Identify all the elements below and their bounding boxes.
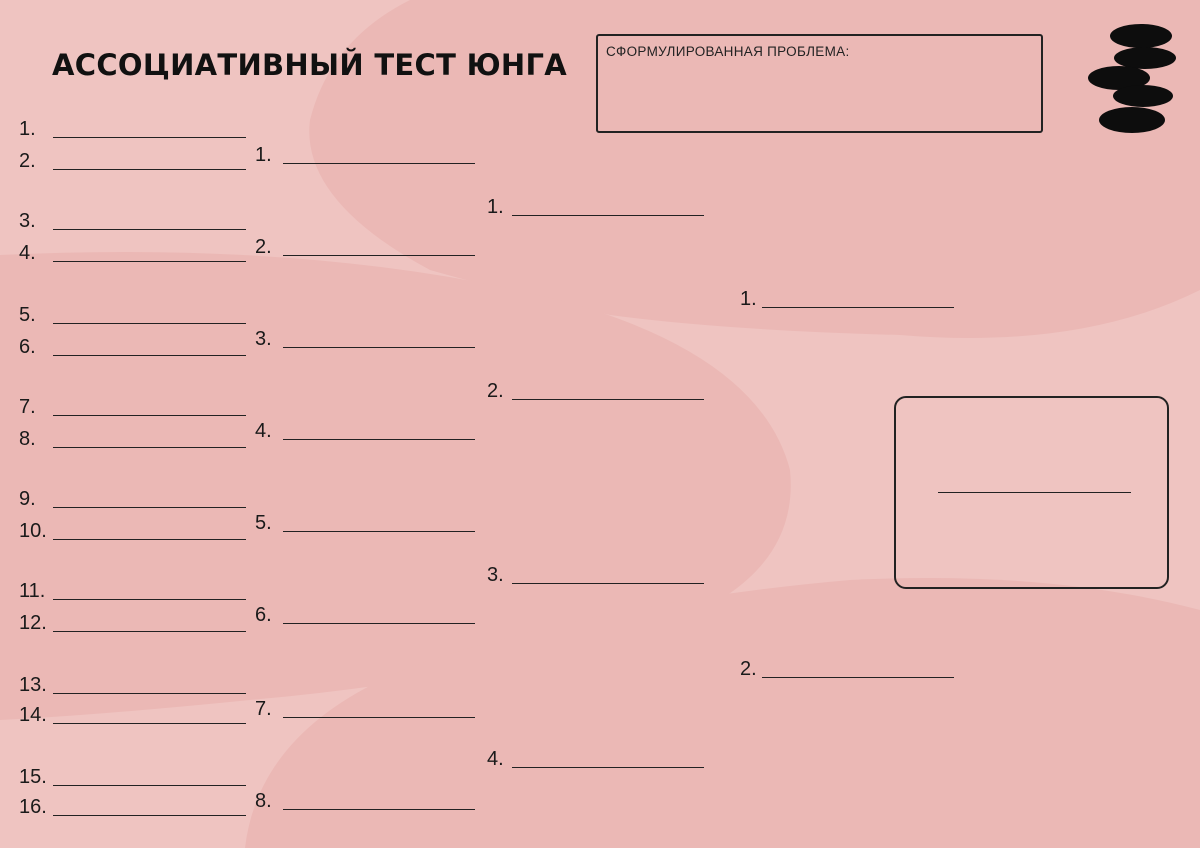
answer-line[interactable] (53, 229, 246, 230)
item-number: 3. (255, 328, 272, 350)
item-number: 8. (255, 790, 272, 812)
answer-line[interactable] (283, 809, 475, 810)
item-number: 14. (19, 704, 47, 726)
list-item (19, 210, 246, 232)
item-number: 3. (19, 210, 36, 232)
item-number: 5. (19, 304, 36, 326)
answer-line[interactable] (53, 415, 246, 416)
list-item (19, 674, 246, 696)
list-item (19, 304, 246, 326)
list-item (19, 396, 246, 418)
item-number: 4. (487, 748, 504, 770)
answer-line[interactable] (53, 355, 246, 356)
answer-line[interactable] (762, 307, 954, 308)
answer-line[interactable] (53, 447, 246, 448)
answer-line[interactable] (53, 507, 246, 508)
list-item (19, 520, 246, 542)
list-item (19, 336, 246, 358)
item-number: 10. (19, 520, 47, 542)
answer-line[interactable] (53, 693, 246, 694)
list-item (19, 242, 246, 264)
list-item (19, 766, 246, 788)
answer-line[interactable] (53, 631, 246, 632)
item-number: 1. (19, 118, 36, 140)
list-item (487, 748, 704, 770)
item-number: 6. (19, 336, 36, 358)
problem-label: СФОРМУЛИРОВАННАЯ ПРОБЛЕМА: (606, 44, 850, 59)
item-number: 6. (255, 604, 272, 626)
list-item (740, 658, 954, 680)
answer-line[interactable] (512, 399, 704, 400)
list-item (255, 420, 475, 442)
list-item (255, 604, 475, 626)
item-number: 16. (19, 796, 47, 818)
answer-line[interactable] (283, 531, 475, 532)
list-item (19, 118, 246, 140)
answer-line[interactable] (283, 439, 475, 440)
item-number: 2. (255, 236, 272, 258)
answer-line[interactable] (53, 137, 246, 138)
list-item (19, 150, 246, 172)
result-answer-line[interactable] (938, 492, 1131, 493)
item-number: 2. (740, 658, 757, 680)
answer-line[interactable] (283, 347, 475, 348)
item-number: 1. (487, 196, 504, 218)
answer-line[interactable] (53, 169, 246, 170)
answer-line[interactable] (53, 815, 246, 816)
item-number: 2. (487, 380, 504, 402)
item-number: 8. (19, 428, 36, 450)
item-number: 9. (19, 488, 36, 510)
list-item (487, 564, 704, 586)
answer-line[interactable] (53, 261, 246, 262)
item-number: 4. (19, 242, 36, 264)
answer-line[interactable] (53, 539, 246, 540)
list-item (487, 196, 704, 218)
item-number: 2. (19, 150, 36, 172)
list-item (19, 796, 246, 818)
answer-line[interactable] (53, 723, 246, 724)
item-number: 13. (19, 674, 47, 696)
result-box (894, 396, 1169, 589)
item-number: 7. (255, 698, 272, 720)
list-item (19, 704, 246, 726)
list-item (255, 698, 475, 720)
page-title: АССОЦИАТИВНЫЙ ТЕСТ ЮНГА (52, 48, 568, 82)
item-number: 3. (487, 564, 504, 586)
item-number: 1. (740, 288, 757, 310)
list-item (255, 144, 475, 166)
list-item (19, 580, 246, 602)
answer-line[interactable] (53, 599, 246, 600)
answer-line[interactable] (512, 215, 704, 216)
list-item (255, 328, 475, 350)
list-item (487, 380, 704, 402)
answer-line[interactable] (283, 623, 475, 624)
list-item (19, 612, 246, 634)
item-number: 1. (255, 144, 272, 166)
list-item (255, 790, 475, 812)
item-number: 12. (19, 612, 47, 634)
answer-line[interactable] (53, 323, 246, 324)
list-item (255, 512, 475, 534)
answer-line[interactable] (283, 717, 475, 718)
answer-line[interactable] (283, 163, 475, 164)
item-number: 5. (255, 512, 272, 534)
answer-line[interactable] (512, 583, 704, 584)
answer-line[interactable] (512, 767, 704, 768)
item-number: 7. (19, 396, 36, 418)
list-item (255, 236, 475, 258)
answer-line[interactable] (283, 255, 475, 256)
item-number: 11. (19, 580, 46, 602)
answer-line[interactable] (762, 677, 954, 678)
list-item (740, 288, 954, 310)
list-item (19, 428, 246, 450)
problem-box[interactable] (596, 34, 1043, 133)
answer-line[interactable] (53, 785, 246, 786)
stacked-stones-icon (1085, 22, 1180, 137)
item-number: 15. (19, 766, 47, 788)
item-number: 4. (255, 420, 272, 442)
list-item (19, 488, 246, 510)
